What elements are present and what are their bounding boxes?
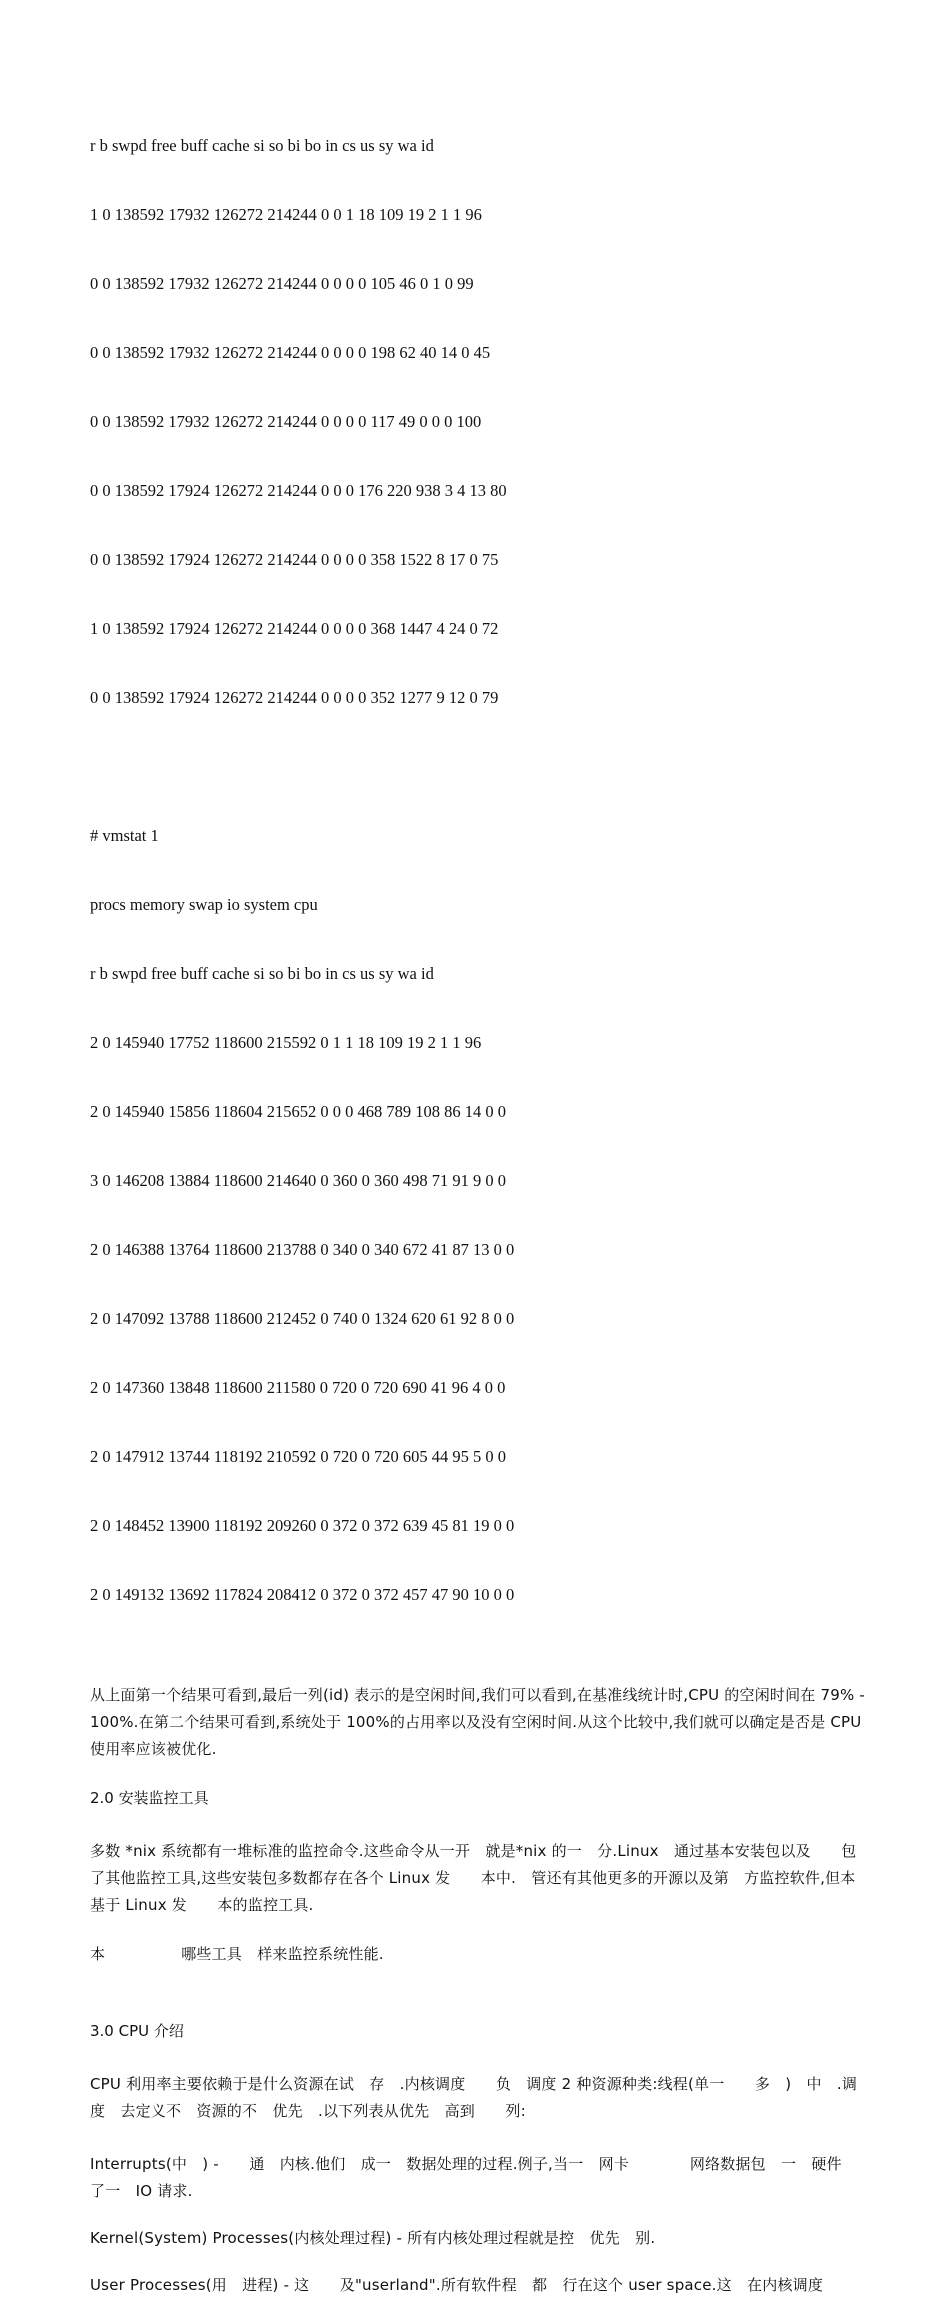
summary-paragraph: 从上面第一个结果可看到,最后一列(id) 表示的是空闲时间,我们可以看到,在基准线统计时,CPU 的空闲时间在 79% - 100%.在第二个结果可看到,系统处于 100%的占用率以及没有空闲时间.从这个比较中,我们就可以确定是否是 CPU 使用率应该被优化. <box>90 1686 865 1758</box>
code-line: 2 0 145940 15856 118604 215652 0 0 0 468 789 108 86 14 0 0 <box>90 1102 507 1121</box>
spacer <box>90 1763 870 1785</box>
tools-note-paragraph: 本 哪些工具 样来监控系统性能. <box>90 1945 384 1963</box>
code-line: r b swpd free buff cache si so bi bo in cs us sy wa id <box>90 136 434 155</box>
section-heading-3: 3.0 CPU 介绍 <box>90 2022 184 2040</box>
spacer <box>90 1812 870 1838</box>
document-page <box>90 88 947 2299</box>
code-line: 2 0 147360 13848 118600 211580 0 720 0 720 690 41 96 4 0 0 <box>90 1378 506 1397</box>
code-line: 0 0 138592 17932 126272 214244 0 0 0 0 105 46 0 1 0 99 <box>90 274 474 293</box>
code-line: 0 0 138592 17924 126272 214244 0 0 0 176 220 938 3 4 13 80 <box>90 481 507 500</box>
kernel-processes-paragraph: Kernel(System) Processes(内核处理过程) - 所有内核处理过程就是控 优先 别. <box>90 2229 656 2247</box>
spacer <box>90 1919 870 1941</box>
user-processes-paragraph: User Processes(用 进程) - 这 及"userland".所有软件程 都 行在这个 user space.这 在内核调度 <box>90 2276 824 2294</box>
code-line: 0 0 138592 17924 126272 214244 0 0 0 0 358 1522 8 17 0 75 <box>90 550 499 569</box>
spacer <box>90 2205 870 2225</box>
code-line: 2 0 149132 13692 117824 208412 0 372 0 372 457 47 90 10 0 0 <box>90 1585 515 1604</box>
spacer <box>90 1968 870 2018</box>
code-line: 2 0 147092 13788 118600 212452 0 740 0 1324 620 61 92 8 0 0 <box>90 1309 515 1328</box>
code-line: 2 0 148452 13900 118192 209260 0 372 0 372 639 45 81 19 0 0 <box>90 1516 515 1535</box>
code-line: 0 0 138592 17932 126272 214244 0 0 0 0 198 62 40 14 0 45 <box>90 343 491 362</box>
section-heading-2: 2.0 安装监控工具 <box>90 1789 209 1807</box>
code-line: 2 0 146388 13764 118600 213788 0 340 0 340 672 41 87 13 0 0 <box>90 1240 515 1259</box>
vmstat-output-2 <box>90 778 870 1652</box>
code-line: 0 0 138592 17932 126272 214244 0 0 0 0 117 49 0 0 0 100 <box>90 412 482 431</box>
code-line: 1 0 138592 17932 126272 214244 0 0 1 18 109 19 2 1 1 96 <box>90 205 482 224</box>
code-line: r b swpd free buff cache si so bi bo in cs us sy wa id <box>90 964 434 983</box>
spacer <box>90 2125 870 2151</box>
code-line: 1 0 138592 17924 126272 214244 0 0 0 0 368 1447 4 24 0 72 <box>90 619 499 638</box>
code-line: 0 0 138592 17924 126272 214244 0 0 0 0 352 1277 9 12 0 79 <box>90 688 499 707</box>
cpu-intro-paragraph: CPU 利用率主要依赖于是什么资源在试 存 .内核调度 负 调度 2 种资源种类:线程(单一 多 ) 中 .调度 去定义不 资源的不 优先 .以下列表从优先 高到 列: <box>90 2075 858 2120</box>
vmstat-output-1 <box>90 88 870 755</box>
spacer <box>90 2045 870 2071</box>
code-line: # vmstat 1 <box>90 826 159 845</box>
interrupts-paragraph: Interrupts(中 ) - 通 内核.他们 成一 数据处理的过程.例子,当一 网卡 网络数据包 一 硬件 了一 IO 请求. <box>90 2155 873 2200</box>
code-line: 2 0 147912 13744 118192 210592 0 720 0 720 605 44 95 5 0 0 <box>90 1447 507 1466</box>
code-line: 3 0 146208 13884 118600 214640 0 360 0 360 498 71 91 9 0 0 <box>90 1171 507 1190</box>
tools-intro-paragraph: 多数 *nix 系统都有一堆标准的监控命令.这些命令从一开 就是*nix 的一 分.Linux 通过基本安装包以及 包 了其他监控工具,这些安装包多数都存在各个 Linux 发 本中. 管还有其他更多的开源以及第 方监控软件,但本 基于 Linux 发 本的监控工具. <box>90 1842 947 1914</box>
spacer <box>90 755 870 778</box>
spacer <box>90 2252 870 2272</box>
code-line: 2 0 145940 17752 118600 215592 0 1 1 18 109 19 2 1 1 96 <box>90 1033 482 1052</box>
code-line: procs memory swap io system cpu <box>90 895 318 914</box>
spacer <box>90 1652 870 1682</box>
